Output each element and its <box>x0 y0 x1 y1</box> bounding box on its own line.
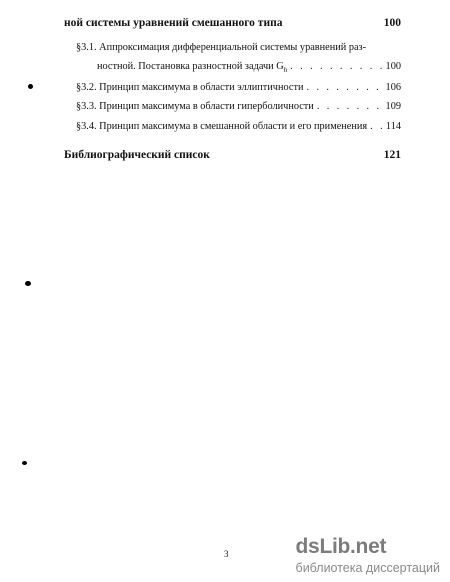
toc-entry-text: §3.4. Принцип максимума в смешанной области и его применения <box>76 121 368 132</box>
toc-entry-3-4 <box>76 121 401 132</box>
toc-page-number: 109 <box>385 101 401 112</box>
leader-dots <box>290 61 382 72</box>
watermark-logo: dsLib.net <box>295 535 387 558</box>
toc-page-number: 100 <box>383 17 401 29</box>
toc-chapter-continuation <box>64 17 401 29</box>
toc-page-number: 121 <box>383 149 401 161</box>
toc-entry-text: §3.3. Принцип максимума в области гиперболичности <box>76 101 314 112</box>
watermark-subtitle: библиотека диссертаций <box>295 561 440 575</box>
toc-entry-3-1-line-2 <box>97 61 401 74</box>
scan-speck <box>25 281 31 286</box>
subscript-h: h <box>283 66 288 75</box>
toc-entry-3-1-line-1 <box>76 42 401 53</box>
toc-entry-3-2 <box>76 82 401 93</box>
scan-speck <box>28 84 33 89</box>
leader-dots <box>307 82 383 93</box>
toc-bibliography-title: Библиографический список <box>64 149 210 161</box>
leader-dots <box>317 101 383 112</box>
toc-entry-text: §3.1. Аппроксимация дифференциальной системы уравнений раз- <box>76 42 367 53</box>
toc-page-number: 100 <box>385 61 401 72</box>
toc-page-number: 106 <box>385 82 401 93</box>
toc-bibliography <box>64 149 401 161</box>
toc-entry-text: ностной. Постановка разностной задачи $G_h$ <box>97 61 288 75</box>
scan-speck <box>22 461 27 465</box>
watermark <box>296 536 440 576</box>
toc-entry-3-3 <box>76 101 401 112</box>
leader-dots <box>370 121 383 132</box>
toc-entry-text: §3.2. Принцип максимума в области эллиптичности <box>76 82 304 93</box>
page-number: 3 <box>224 549 229 559</box>
toc-chapter-title: ной системы уравнений смешанного типа <box>64 17 283 29</box>
toc-page-number: 114 <box>385 121 401 132</box>
